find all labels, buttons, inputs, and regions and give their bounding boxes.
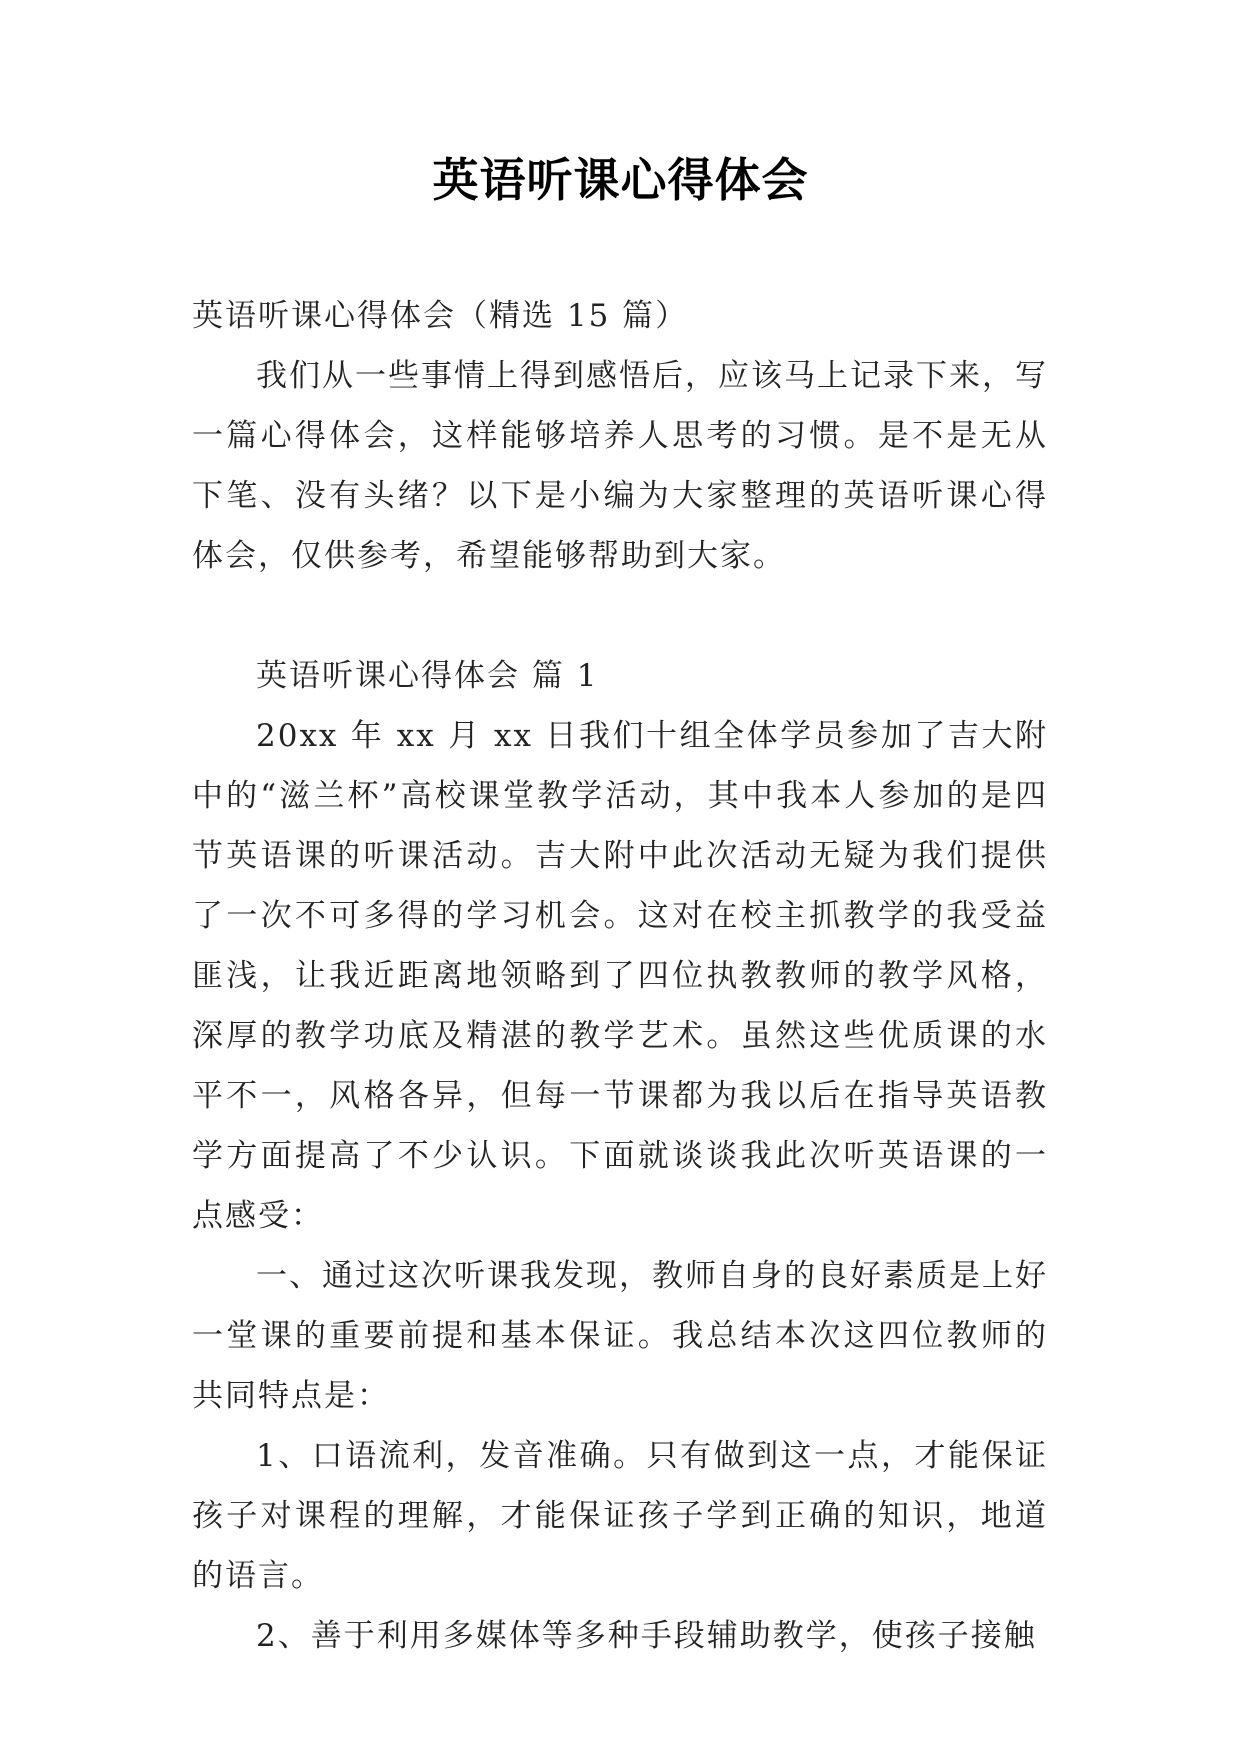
- paragraph-gap: [192, 586, 1048, 646]
- body-paragraph: 20xx 年 xx 月 xx 日我们十组全体学员参加了吉大附中的“滋兰杯”高校课堂教学活动，其中我本人参加的是四节英语课的听课活动。吉大附中此次活动无疑为我们提供了一次不可多得的学习机会。这对在校主抓教学的我受益匪浅，让我近距离地领略到了四位执教教师的教学风格，深厚的教学功底及精湛的教学艺术。虽然这些优质课的水平不一，风格各异，但每一节课都为我以后在指导英语教学方面提高了不少认识。下面就谈谈我此次听英语课的一点感受：: [192, 718, 1048, 1234]
- section-heading: 英语听课心得体会 篇 1: [256, 658, 599, 694]
- body-paragraph: 1、口语流利，发音准确。只有做到这一点，才能保证孩子对课程的理解，才能保证孩子学到正确的知识，地道的语言。: [192, 1438, 1048, 1594]
- intro-paragraph: 我们从一些事情上得到感悟后，应该马上记录下来，写一篇心得体会，这样能够培养人思考的习惯。是不是无从下笔、没有头绪？以下是小编为大家整理的英语听课心得体会，仅供参考，希望能够帮助到大家。: [192, 358, 1048, 574]
- document-body: [192, 286, 1048, 1666]
- document-subtitle: 英语听课心得体会（精选 15 篇）: [192, 298, 689, 334]
- body-paragraph: 2、善于利用多媒体等多种手段辅助教学，使孩子接触: [256, 1618, 1037, 1654]
- body-paragraph: 一、通过这次听课我发现，教师自身的良好素质是上好一堂课的重要前提和基本保证。我总结本次这四位教师的共同特点是：: [192, 1258, 1048, 1414]
- document-title: 英语听课心得体会: [432, 153, 809, 207]
